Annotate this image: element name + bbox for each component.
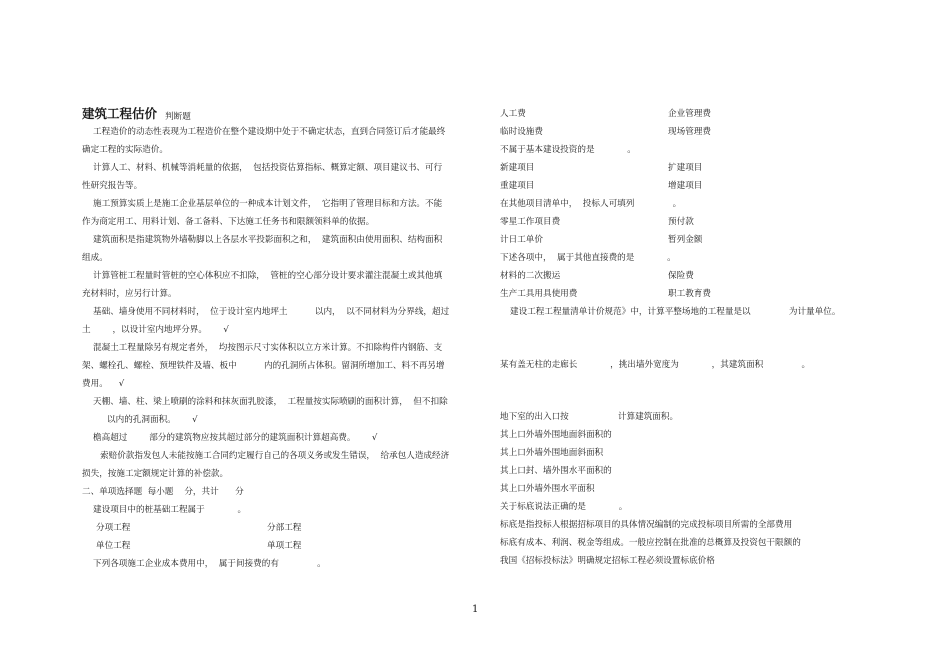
document-title: 建筑工程估价 <box>82 106 158 121</box>
option-text: 分部工程 <box>267 523 302 533</box>
option-text: 其上口封、墙外围水平面积的 <box>500 466 612 476</box>
page-number: 1 <box>472 604 479 615</box>
text-line: 建筑面积是指建筑物外墙勒脚以上各层水平投影面积之和， 建筑面积由使用面积、结构面积 <box>93 235 443 245</box>
text-line: 土 ，以设计室内地坪分界。 √ <box>82 325 229 335</box>
option-text: 保险费 <box>668 271 694 281</box>
text-line: 以内的孔洞面积。 √ <box>107 415 198 425</box>
question-text: 地下室的出入口按 计算建筑面积。 <box>500 412 679 422</box>
option-text: 材料的二次搬运 <box>500 271 561 281</box>
option-text: 人工费 <box>500 109 526 119</box>
question-text: 在其他项目清单中， 投标人可填列 。 <box>500 199 682 209</box>
question-text: 建设工程工程量清单计价规范》中，计算平整场地的工程量是以 为计量单位。 <box>510 307 841 317</box>
option-text: 职工教育费 <box>668 289 711 299</box>
option-text: 其上口外墙外围地面斜面积 <box>500 448 604 458</box>
text-line: 基础、墙身使用不同材料时， 位于设计室内地坪土 以内， 以不同材料为分界线，超过 <box>93 307 450 317</box>
option-text: 暂列金额 <box>668 235 703 245</box>
option-text: 单项工程 <box>267 541 302 551</box>
text-line: 计算管桩工程量时管桩的空心体积应不扣除， 管桩的空心部分设计要求灌注混凝土或其他填 <box>93 271 443 281</box>
option-text: 零星工作项目费 <box>500 217 561 227</box>
option-text: 其上口外墙外围水平面积 <box>500 484 595 494</box>
question-text: 下列各项施工企业成本费用中， 属于间接费的有 。 <box>93 559 326 569</box>
option-text: 计日工单价 <box>500 235 543 245</box>
option-text: 分项工程 <box>96 523 131 533</box>
text-line: 充材料时，应另行计算。 <box>82 289 177 299</box>
option-text: 预付款 <box>668 217 694 227</box>
text-line: 混凝土工程量除另有规定者外， 均按图示尺寸实体积以立方米计算。不扣除构件内钢筋、支 <box>93 343 443 353</box>
text-line: 计算人工、材料、机械等消耗量的依据， 包括投资估算指标、概算定额、项目建议书、可行 <box>93 163 443 173</box>
option-text: 标底是指投标人根据招标项目的具体情况编制的完成投标项目所需的全部费用 <box>500 520 793 530</box>
text-line: 索赔价款指发包人未能按施工合同约定履行自己的各项义务或发生错误， 给承包人造成经济 <box>100 451 450 461</box>
text-line: 工程造价的动态性表现为工程造价在整个建设期中处于不确定状态，直到合同签订后才能最终 <box>93 127 446 137</box>
question-text: 下述各项中， 属于其他直接费的是 。 <box>500 253 676 263</box>
text-line: 作为商定用工、用料计划、备工备料、下达施工任务书和限额领料单的依据。 <box>82 217 375 227</box>
option-text: 新建项目 <box>500 163 535 173</box>
option-text: 其上口外墙外围地面斜面积的 <box>500 430 612 440</box>
option-text: 重建项目 <box>500 181 535 191</box>
option-text: 现场管理费 <box>668 127 711 137</box>
text-line: 损失，按施工定额规定计算的补偿款。 <box>82 469 229 479</box>
text-line: 性研究报告等。 <box>82 181 143 191</box>
question-text: 不属于基本建设投资的是 。 <box>500 145 636 155</box>
question-text: 某有盖无柱的走廊长 ，挑出墙外宽度为 ，其建筑面积 。 <box>500 360 811 370</box>
text-line: 施工预算实质上是施工企业基层单位的一种成本计划文件， 它指明了管理目标和方法。不能 <box>93 199 443 209</box>
text-line: 组成。 <box>82 253 108 263</box>
section-heading-judgment: 判断题 <box>165 112 191 122</box>
option-text: 临时设施费 <box>500 127 543 137</box>
text-line: 檐高超过 部分的建筑物应按其超过部分的建筑面积计算超高费。 √ <box>93 433 378 443</box>
option-text: 单位工程 <box>96 541 131 551</box>
option-text: 扩建项目 <box>668 163 703 173</box>
question-text: 关于标底说法正确的是 。 <box>500 502 628 512</box>
option-text: 企业管理费 <box>668 109 711 119</box>
text-line: 架、螺栓孔、螺栓、预埋铁件及墙、板中 内的孔洞所占体积。留洞所增加工、料不再另增 <box>82 361 445 371</box>
section-heading-single-choice: 二、单项选择题 每小题 分，共计 分 <box>82 487 244 497</box>
question-text: 建设项目中的桩基础工程属于 。 <box>93 505 247 515</box>
option-text: 生产工具用具使用费 <box>500 289 578 299</box>
text-line: 确定工程的实际造价。 <box>82 145 168 155</box>
option-text: 标底有成本、利润、税金等组成。一般应控制在批准的总概算及投资包干限额的 <box>500 538 801 548</box>
option-text: 增建项目 <box>668 181 703 191</box>
text-line: 费用。 √ <box>82 379 125 389</box>
option-text: 我国《招标投标法》明确规定招标工程必须设置标底价格 <box>500 556 715 566</box>
text-line: 天棚、墙、柱、梁上喷刷的涂料和抹灰面乳胶漆， 工程量按实际喷刷的面积计算， 但不扣除 <box>93 397 448 407</box>
